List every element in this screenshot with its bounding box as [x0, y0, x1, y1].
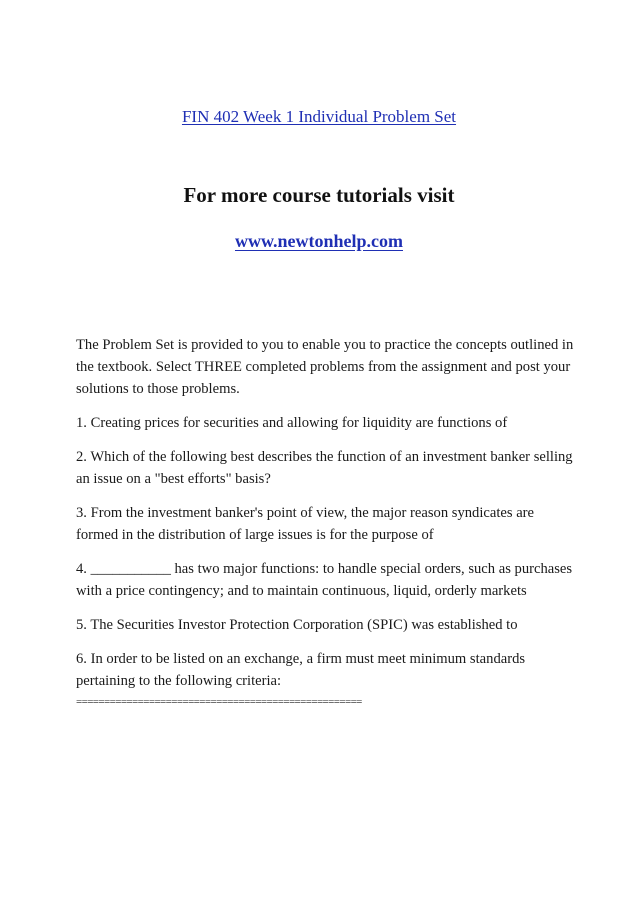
question-2: 2. Which of the following best describes the function of an investment banker selling an issue on a "best efforts" basis? [76, 449, 573, 487]
question-5: 5. The Securities Investor Protection Corporation (SPIC) was established to [76, 617, 518, 633]
document-body [76, 334, 576, 709]
document-title-link[interactable]: FIN 402 Week 1 Individual Problem Set [181, 107, 457, 126]
intro-paragraph: The Problem Set is provided to you to enable you to practice the concepts outlined in the textbook. Select THREE completed problems from the assignment and post your solutions to those problems. [76, 337, 574, 397]
promo-website-link[interactable]: www.newtonhelp.com [234, 231, 403, 251]
question-3: 3. From the investment banker's point of view, the major reason syndicates are formed in the distribution of large issues is for the purpose of [76, 505, 535, 543]
question-1: 1. Creating prices for securities and allowing for liquidity are functions of [76, 415, 508, 431]
question-6: 6. In order to be listed on an exchange, a firm must meet minimum standards pertaining to the following criteria: [76, 651, 526, 689]
question-4: 4. ___________ has two major functions: to handle special orders, such as purchases with a price contingency; and to maintain continuous, liquid, orderly markets [76, 561, 573, 599]
separator-line: =================================================== [76, 696, 362, 708]
promo-heading: For more course tutorials visit [183, 183, 455, 207]
